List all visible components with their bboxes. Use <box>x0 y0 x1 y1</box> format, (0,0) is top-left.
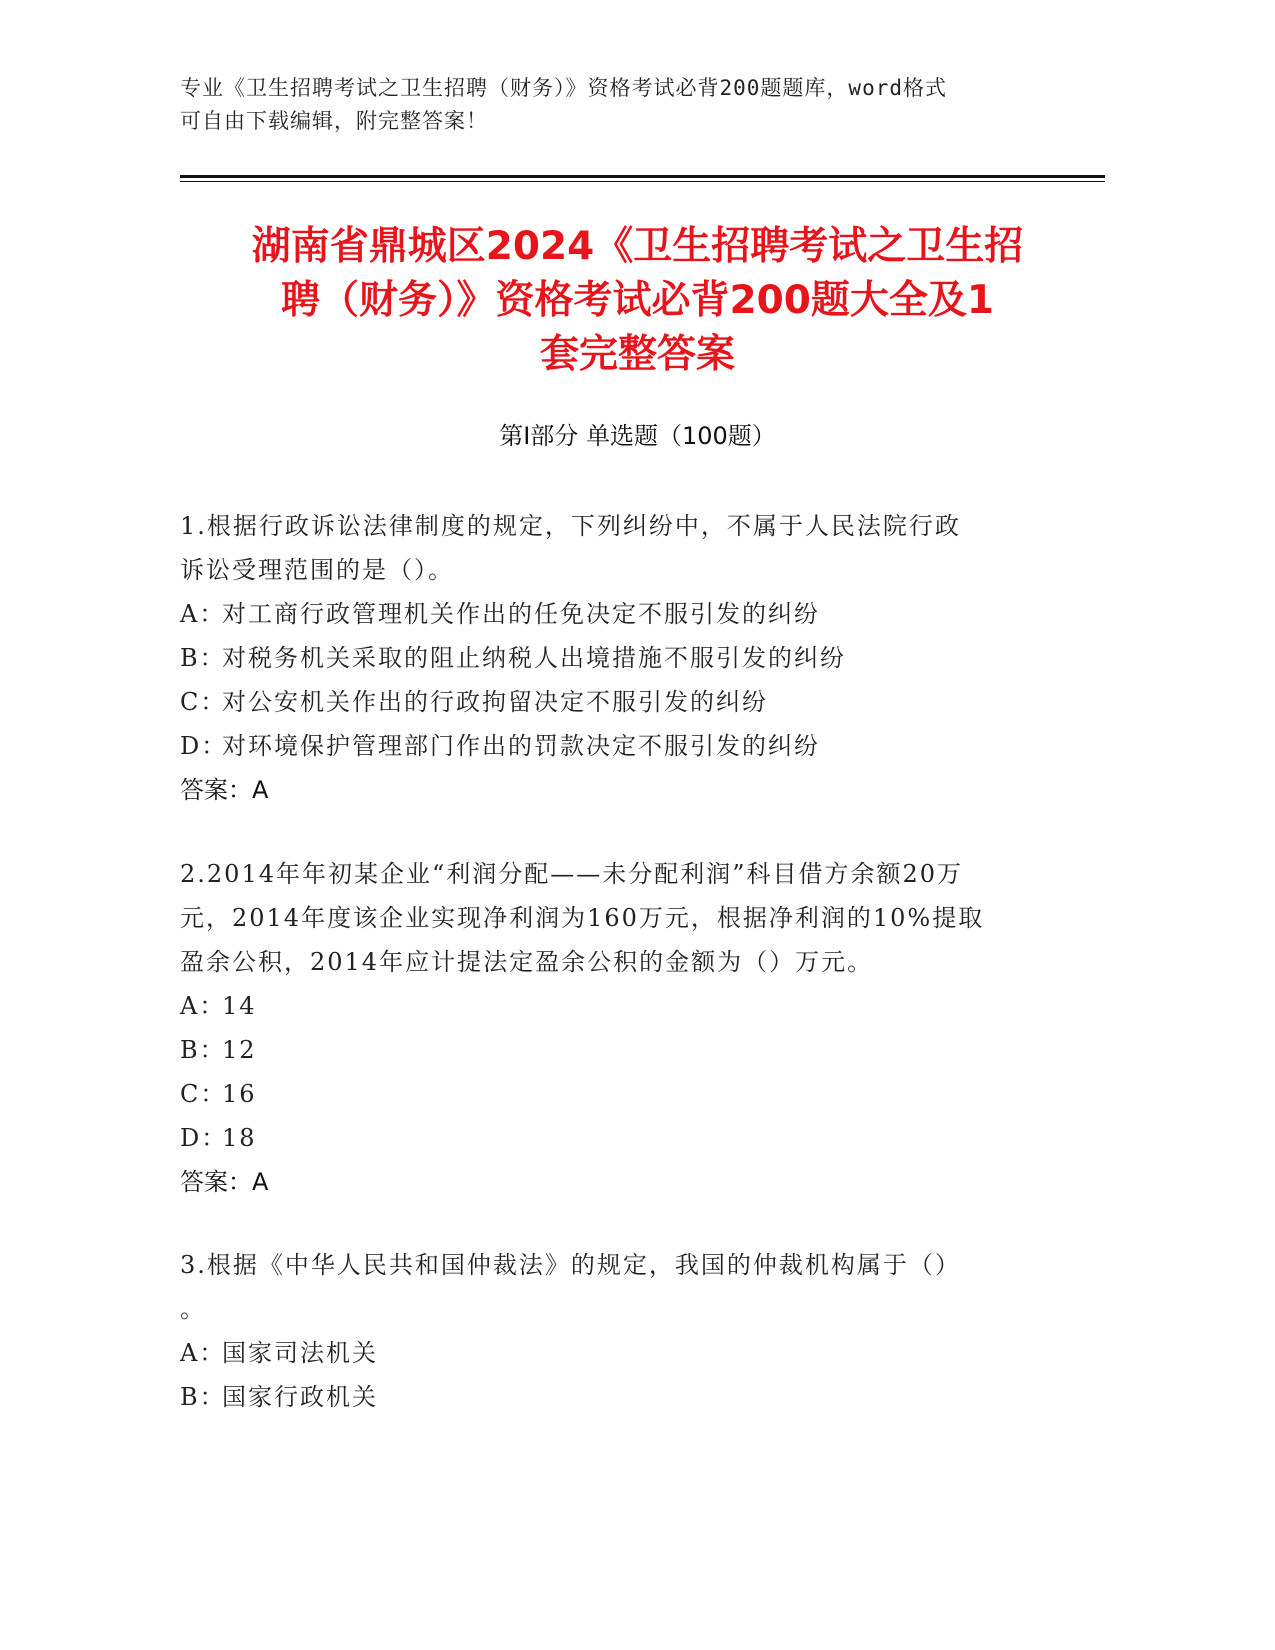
option-c <box>180 1072 1080 1116</box>
stem-line: 3.根据《中华人民共和国仲裁法》的规定，我国的仲裁机构属于（） <box>180 1251 961 1279</box>
option-text: 18 <box>222 1124 257 1152</box>
option-key: D： <box>180 1124 228 1152</box>
question-2 <box>180 852 1080 1204</box>
question-3 <box>180 1243 1080 1419</box>
document-title <box>150 220 1125 382</box>
question-1 <box>180 504 1080 812</box>
stem-line: 元，2014年度该企业实现净利润为160万元，根据净利润的10%提取 <box>180 904 985 932</box>
option-text: 对公安机关作出的行政拘留决定不服引发的纠纷 <box>222 688 768 716</box>
answer-line: 答案：A <box>180 1168 269 1196</box>
answer-line: 答案：A <box>180 776 269 804</box>
option-text: 对税务机关采取的阻止纳税人出境措施不服引发的纠纷 <box>222 644 846 672</box>
option-text: 14 <box>222 992 257 1020</box>
option-text: 对环境保护管理部门作出的罚款决定不服引发的纠纷 <box>222 732 820 760</box>
question-stem <box>180 1243 1080 1331</box>
option-key: B： <box>180 644 226 672</box>
title-line: 聘（财务）》资格考试必背200题大全及1 <box>280 278 995 323</box>
option-c <box>180 680 1080 724</box>
question-stem <box>180 852 1080 984</box>
stem-line: 盈余公积，2014年应计提法定盈余公积的金额为（）万元。 <box>180 948 874 976</box>
option-key: C： <box>180 1080 227 1108</box>
section-heading: 第Ⅰ部分 单选题（100题） <box>499 422 776 450</box>
title-line: 套完整答案 <box>539 332 735 377</box>
header-note <box>180 72 1060 138</box>
option-b <box>180 1375 1080 1419</box>
option-text: 国家司法机关 <box>222 1339 378 1367</box>
option-key: C： <box>180 688 227 716</box>
option-text: 16 <box>222 1080 257 1108</box>
header-note-line: 可自由下载编辑，附完整答案！ <box>180 109 488 133</box>
stem-line: 诉讼受理范围的是（）。 <box>180 556 454 584</box>
option-b <box>180 1028 1080 1072</box>
header-divider-thin <box>180 181 1105 182</box>
header-divider-thick <box>180 175 1105 178</box>
stem-line: 1.根据行政诉讼法律制度的规定，下列纠纷中，不属于人民法院行政 <box>180 512 961 540</box>
option-d <box>180 1116 1080 1160</box>
stem-line: 2.2014年年初某企业“利润分配——未分配利润”科目借方余额20万 <box>180 860 964 888</box>
option-d <box>180 724 1080 768</box>
option-a <box>180 1331 1080 1375</box>
option-text: 对工商行政管理机关作出的任免决定不服引发的纠纷 <box>222 600 820 628</box>
option-key: A： <box>180 992 226 1020</box>
option-key: A： <box>180 1339 226 1367</box>
option-a <box>180 592 1080 636</box>
title-line: 湖南省鼎城区2024《卫生招聘考试之卫生招 <box>251 224 1024 269</box>
option-text: 12 <box>222 1036 257 1064</box>
option-key: B： <box>180 1036 226 1064</box>
option-key: A： <box>180 600 226 628</box>
option-key: B： <box>180 1383 226 1411</box>
option-text: 国家行政机关 <box>222 1383 378 1411</box>
option-key: D： <box>180 732 228 760</box>
header-note-line: 专业《卫生招聘考试之卫生招聘（财务）》资格考试必背200题题库，word格式 <box>180 76 947 100</box>
question-stem <box>180 504 1080 592</box>
stem-line: 。 <box>180 1295 206 1323</box>
option-b <box>180 636 1080 680</box>
option-a <box>180 984 1080 1028</box>
